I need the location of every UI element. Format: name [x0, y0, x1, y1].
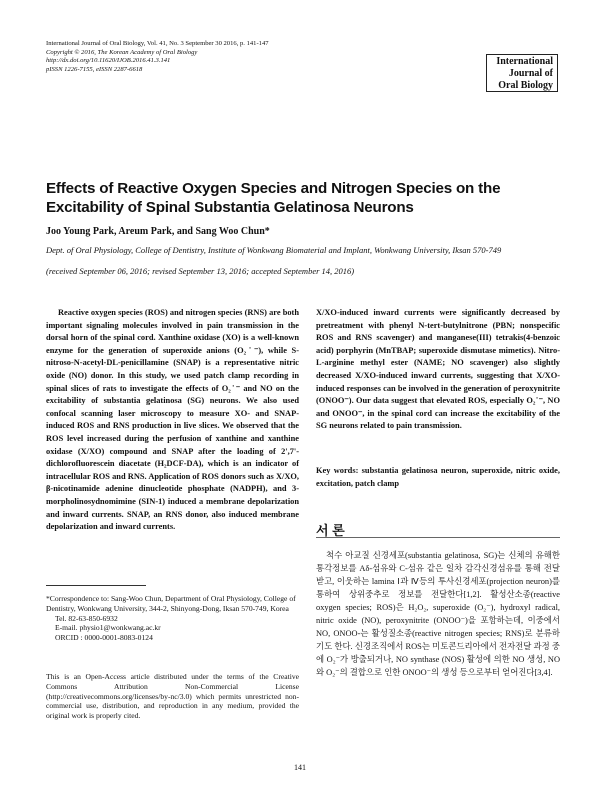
abstract-paragraph: X/XO-induced inward currents were significantly decreased by pretreatment with phenyl N-tert-butylnitrone (PBN; nonspecific ROS and RNS scavenger) and manganese(III) tetrakis(4-benzoic acid) porphyrin (MnTBAP; superoxide dismutase mimetics). Nitro-L-arginine methyl ester (NAME; NO scavenger) also slightly decreased X/XO-induced inward currents, suggesting that X/XO-induced responses can be involved in the generation of peroxynitrite (ONOO⁻). Our data suggest that elevated ROS, especially O₂˙⁻, NO and ONOO⁻, in the spinal cord can increase the excitability of the SG neurons related to pain transmission. — [316, 308, 560, 431]
section-heading-introduction: 서 론 — [316, 523, 345, 538]
header-copyright: Copyright © 2016, The Korean Academy of Oral Biology — [46, 48, 198, 56]
journal-name-line: Oral Biology — [498, 80, 553, 91]
header-doi: http://dx.doi.org/10.11620/IJOB.2016.41.3.141 — [46, 57, 171, 65]
footnote-divider — [46, 585, 146, 586]
correspondence-address: *Correspondence to: Sang-Woo Chun, Department of Oral Physiology, College of Dentistry, Wonkwang University, 344-2, Shinyong-Dong, Iksan 570-749, Korea — [46, 594, 296, 613]
section-divider — [316, 537, 560, 538]
correspondence-footnote — [46, 594, 299, 643]
journal-name-line: Journal of — [508, 68, 553, 79]
correspondence-orcid: ORCID : 0000-0001-8083-0124 — [55, 633, 153, 643]
introduction-paragraph: 척수 아교질 신경세포(substantia gelatinosa, SG)는 신체의 유해한 통각정보를 Aδ-섬유와 C-섬유 같은 일차 감각신경섬유를 통해 전달받고, 이웃하는 lamina Ⅰ과 Ⅳ등의 투사신경세포(projection neuron)를 통하여 상위중추로 정보를 전달한다[1,2]. 활성산소종(reactive oxygen species; ROS)은 H₂O₂, superoxide (O₂⁻), hydroxyl radical, nitric oxide (NO), peroxynitrite (ONOO⁻)을 포함하는데, 이중에서 NO, ONOO-는 활성질소종(reactive nitrogen species; RNS)로 분류하기도 한다. 신경조직에서 ROS는 미토콘드리아에서 전자전달 과정 중에 O₂⁻가 방출되거나, NO synthase (NOS) 활성에 의한 NO 생성, NO와 O₂⁻의 결합으로 인한 ONOO⁻의 생성 등으로부터 얻어진다[3,4]. — [316, 551, 560, 677]
correspondence-tel: Tel. 82-63-850-6932 — [55, 613, 118, 623]
introduction-text — [316, 549, 560, 679]
keywords: Key words: substantia gelatinosa neuron, superoxide, nitric oxide, excitation, patch clamp — [316, 466, 560, 488]
journal-header — [46, 40, 269, 74]
author-list: Joo Young Park, Areum Park, and Sang Woo Chun* — [46, 226, 270, 237]
abstract-right — [316, 307, 560, 433]
article-dates: (received September 06, 2016; revised September 13, 2016; accepted September 14, 2016) — [46, 266, 355, 276]
header-citation: International Journal of Oral Biology, Vol. 41, No. 3 September 30 2016, p. 141-147 — [46, 40, 269, 47]
abstract-left — [46, 307, 299, 534]
header-issn: pISSN 1226-7155, eISSN 2287-6618 — [46, 65, 143, 73]
journal-name-box — [486, 54, 558, 92]
correspondence-email: E-mail. physio1@wonkwang.ac.kr — [55, 623, 161, 633]
journal-name-line: International — [496, 56, 553, 67]
abstract-paragraph: Reactive oxygen species (ROS) and nitrogen species (RNS) are both important signaling molecules involved in pain transmission in the dorsal horn of the spinal cord. Xanthine oxidase (XO) is a well-known enzyme for the generation of superoxide anions (O₂˙⁻), while S-nitroso-N-acetyl-DL-penicillamine (SNAP) is a representative nitric oxide (NO) donor. In this study, we used patch clamp recording in spinal slices of rats to investigate the effects of O₂˙⁻ and NO on the excitability of substantia gelatinosa (SG) neurons. We also used confocal scanning laser microscopy to measure XO- and SNAP-induced ROS and RNS production in live slices. We observed that the ROS level increased during the perfusion of xanthine and xanthine oxidase (X/XO) compound and SNAP after the loading of 2',7'-dichlorofluorescein diacetate (H₂DCF-DA), which is an indicator of intracellular ROS and RNS. Application of ROS donors such as X/XO, β-nicotinamide adenine dinucleotide phosphate (NADPH), and 3-morpholinosydnomimine (SIN-1) induced a membrane depolarization and inward currents. SNAP, an RNS donor, also induced membrane depolarization and inward currents. — [46, 308, 299, 532]
affiliation: Dept. of Oral Physiology, College of Dentistry, Institute of Wonkwang Biomaterial and Implant, Wonkwang University, Iksan 570-749 — [46, 245, 502, 255]
article-title: Effects of Reactive Oxygen Species and Nitrogen Species on the Excitability of Spinal Substantia Gelatinosa Neurons — [46, 180, 501, 216]
page-number: 141 — [294, 763, 306, 772]
open-access-notice: This is an Open-Access article distributed under the terms of the Creative Commons Attribution Non-Commercial License (http://creativecommons.org/licenses/by-nc/3.0) which permits unrestricted non-commercial use, distribution, and reproduction in any medium, provided the original work is properly cited. — [46, 672, 299, 721]
